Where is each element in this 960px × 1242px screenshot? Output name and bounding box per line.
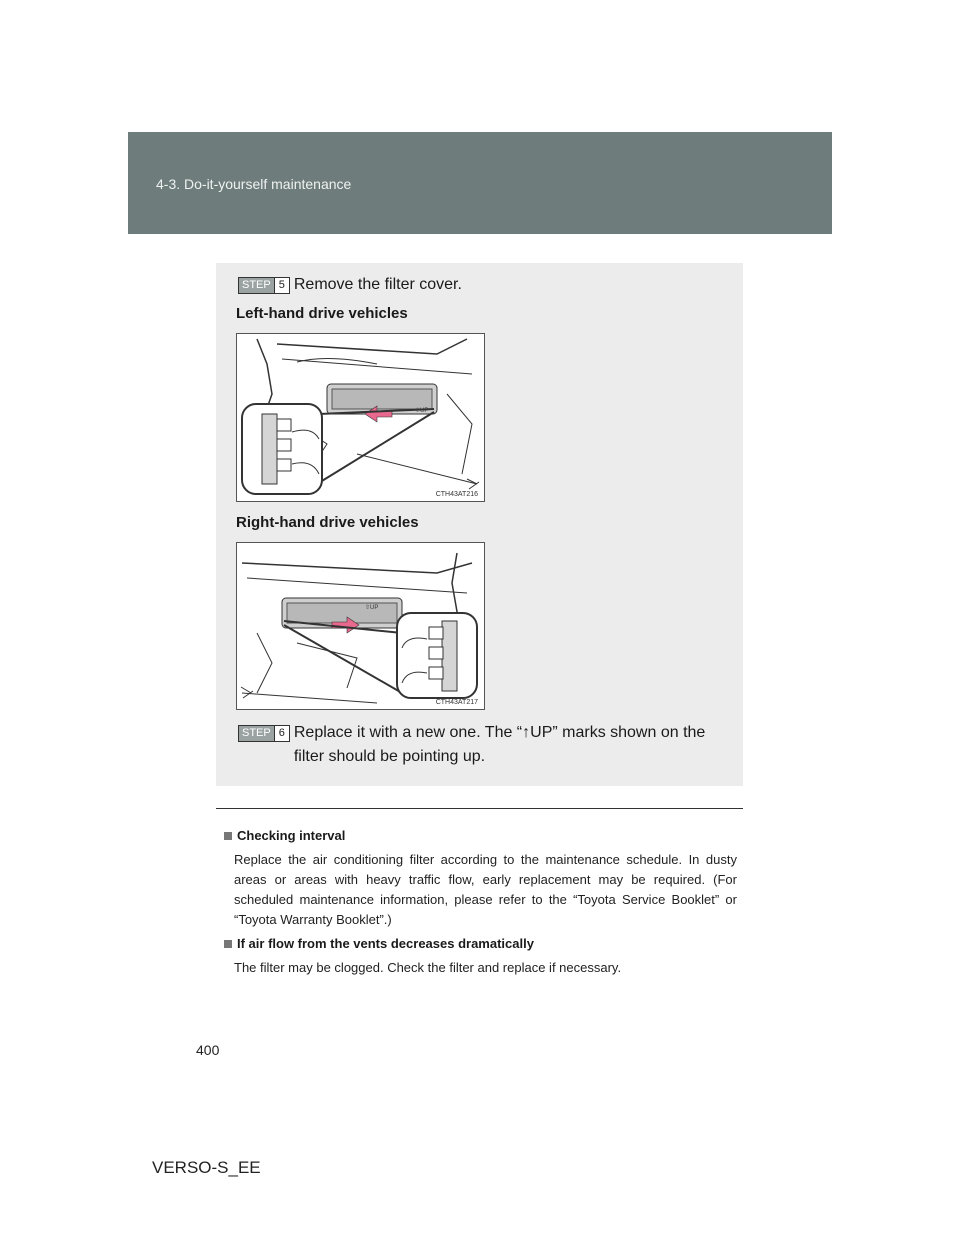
figure-heading-lhd: Left-hand drive vehicles xyxy=(236,305,408,322)
figure-rhd xyxy=(236,542,485,710)
square-bullet-icon xyxy=(224,832,232,840)
note-air-flow xyxy=(224,936,737,978)
section-title: 4-3. Do-it-yourself maintenance xyxy=(156,176,352,192)
section-header xyxy=(128,132,832,234)
square-bullet-icon xyxy=(224,940,232,948)
step-5-text: Remove the filter cover. xyxy=(293,276,462,293)
rhd-filter-illustration xyxy=(237,543,484,709)
step-5-badge: STEP 5 xyxy=(238,277,290,294)
step-6 xyxy=(238,721,705,769)
step-6-text: Replace it with a new one. The “↑UP” marks shown on the filter should be pointing up. xyxy=(293,724,706,765)
svg-text:⇧UP: ⇧UP xyxy=(415,408,429,414)
lhd-filter-illustration xyxy=(237,334,484,501)
note-body: The filter may be clogged. Check the filter and replace if necessary. xyxy=(234,960,622,975)
figure-code-lhd: CTH43AT216 xyxy=(435,491,478,498)
procedure-panel xyxy=(216,263,743,786)
footer-model-code: VERSO-S_EE xyxy=(152,1158,261,1177)
figure-lhd xyxy=(236,333,485,502)
figure-code-rhd: CTH43AT217 xyxy=(435,699,478,706)
figure-heading-rhd: Right-hand drive vehicles xyxy=(236,514,419,531)
section-divider xyxy=(216,808,743,809)
note-title: If air flow from the vents decreases dramatically xyxy=(237,936,534,951)
note-checking-interval xyxy=(224,828,737,930)
step-6-badge: STEP 6 xyxy=(238,725,290,742)
page-number: 400 xyxy=(196,1042,220,1058)
svg-text:⇧UP: ⇧UP xyxy=(365,605,379,611)
note-title: Checking interval xyxy=(237,828,346,843)
note-body: Replace the air conditioning filter according to the maintenance schedule. In dusty areas or areas with heavy traffic flow, early replacement may be required. (For scheduled maintenance information, please refer to the “Toyota Service Booklet” or “Toyota Warranty Booklet”.) xyxy=(234,852,737,927)
step-5 xyxy=(238,273,462,297)
